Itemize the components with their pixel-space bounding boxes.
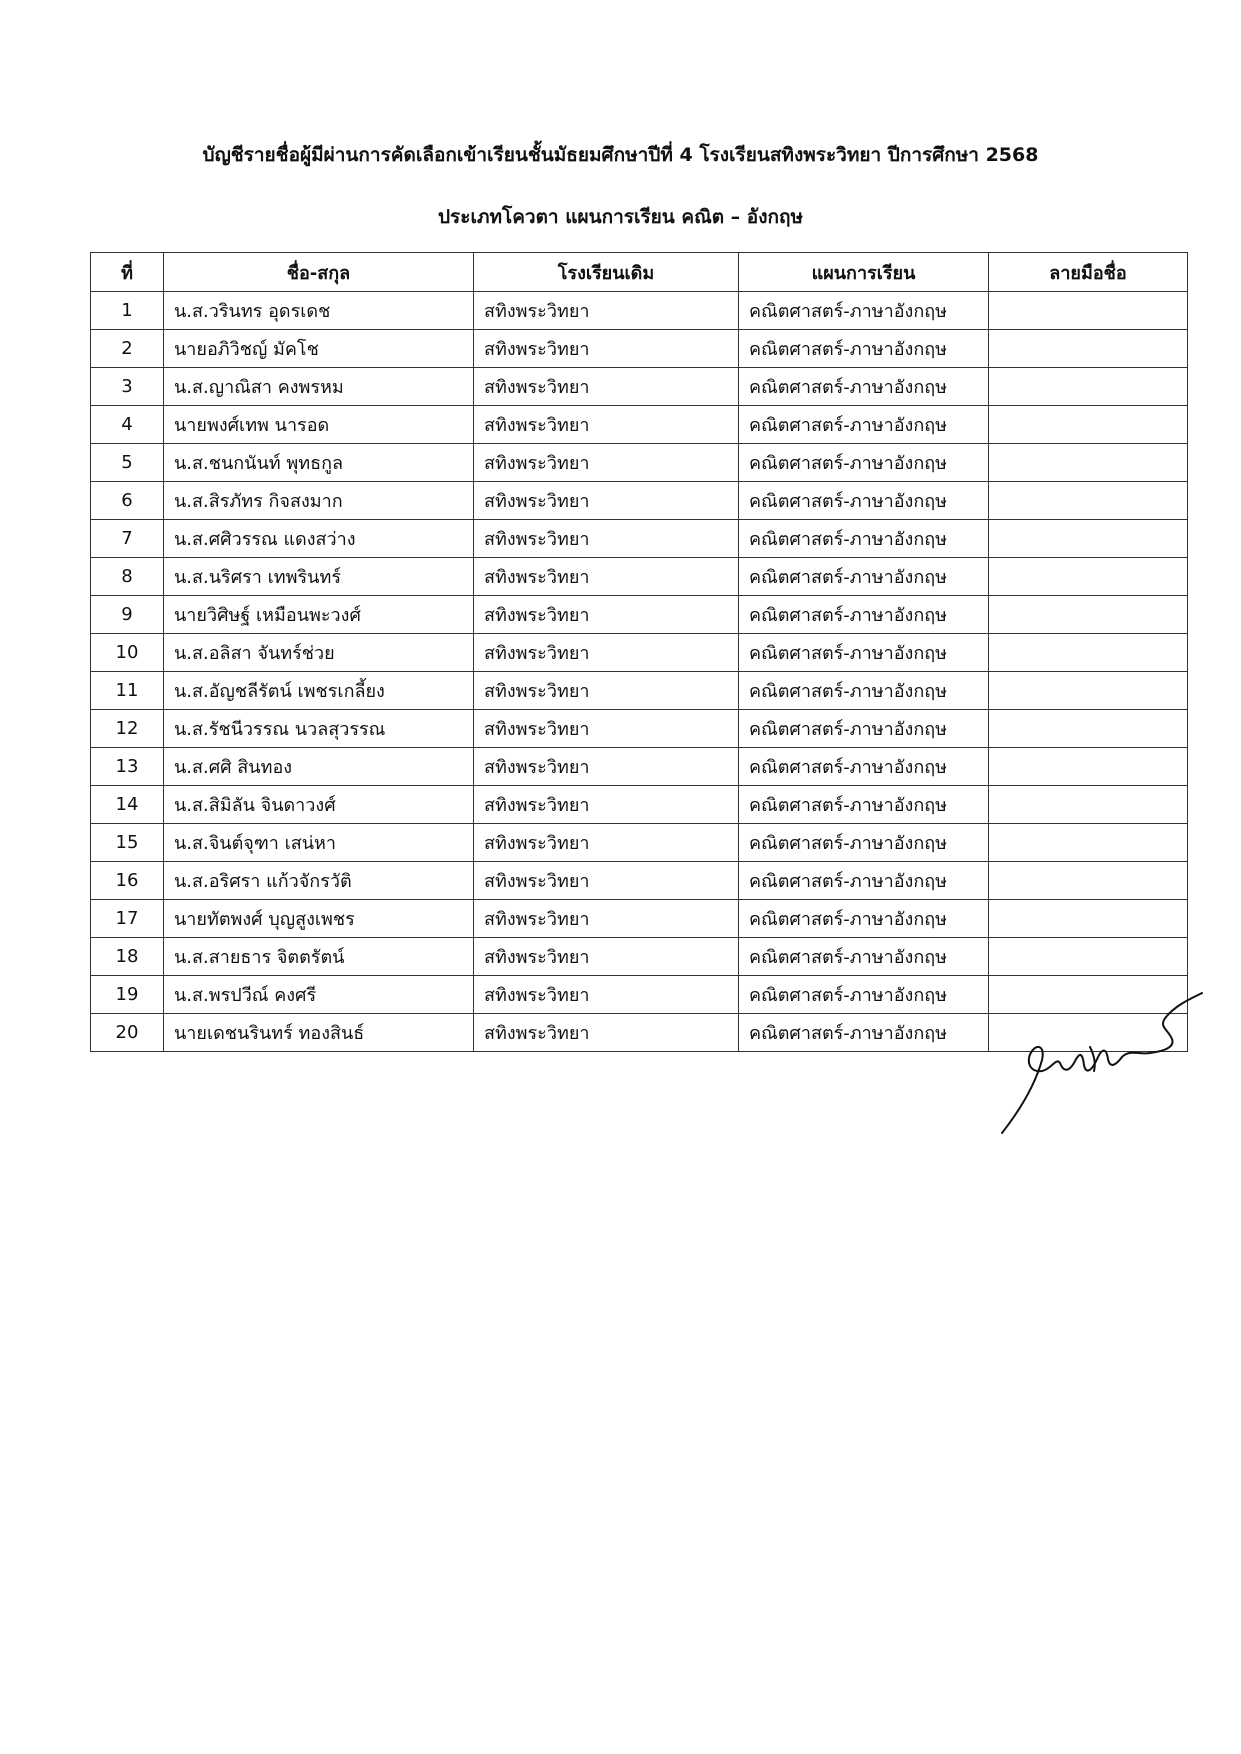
cell-no: 9 (91, 596, 164, 634)
cell-signature (989, 786, 1188, 824)
cell-no: 3 (91, 368, 164, 406)
cell-plan: คณิตศาสตร์-ภาษาอังกฤษ (739, 292, 989, 330)
cell-signature (989, 482, 1188, 520)
table-row (91, 444, 1188, 482)
table-row (91, 862, 1188, 900)
cell-name: น.ส.นริศรา เทพรินทร์ (164, 558, 474, 596)
cell-signature (989, 330, 1188, 368)
cell-signature (989, 672, 1188, 710)
table-row (91, 824, 1188, 862)
table-row (91, 368, 1188, 406)
cell-signature (989, 520, 1188, 558)
cell-name: นายอภิวิชญ์ มัคโช (164, 330, 474, 368)
cell-plan: คณิตศาสตร์-ภาษาอังกฤษ (739, 900, 989, 938)
cell-plan: คณิตศาสตร์-ภาษาอังกฤษ (739, 444, 989, 482)
table-row (91, 900, 1188, 938)
cell-signature (989, 938, 1188, 976)
cell-signature (989, 710, 1188, 748)
cell-name: นายเดชนรินทร์ ทองสินธ์ (164, 1014, 474, 1052)
cell-name: นายทัตพงศ์ บุญสูงเพชร (164, 900, 474, 938)
cell-plan: คณิตศาสตร์-ภาษาอังกฤษ (739, 938, 989, 976)
cell-signature (989, 862, 1188, 900)
header-school: โรงเรียนเดิม (474, 253, 739, 292)
cell-school: สทิงพระวิทยา (474, 748, 739, 786)
cell-name: น.ส.จินต์จุฑา เสน่หา (164, 824, 474, 862)
cell-no: 4 (91, 406, 164, 444)
cell-plan: คณิตศาสตร์-ภาษาอังกฤษ (739, 368, 989, 406)
cell-plan: คณิตศาสตร์-ภาษาอังกฤษ (739, 596, 989, 634)
cell-school: สทิงพระวิทยา (474, 444, 739, 482)
cell-plan: คณิตศาสตร์-ภาษาอังกฤษ (739, 634, 989, 672)
cell-plan: คณิตศาสตร์-ภาษาอังกฤษ (739, 748, 989, 786)
table-row (91, 938, 1188, 976)
cell-name: น.ส.สิรภัทร กิจสงมาก (164, 482, 474, 520)
cell-name: น.ส.วรินทร อุดรเดช (164, 292, 474, 330)
cell-school: สทิงพระวิทยา (474, 596, 739, 634)
cell-signature (989, 596, 1188, 634)
table-row (91, 558, 1188, 596)
cell-school: สทิงพระวิทยา (474, 710, 739, 748)
cell-name: น.ส.อริศรา แก้วจักรวัติ (164, 862, 474, 900)
student-list-table (90, 252, 1188, 1052)
cell-no: 12 (91, 710, 164, 748)
cell-plan: คณิตศาสตร์-ภาษาอังกฤษ (739, 406, 989, 444)
cell-signature (989, 900, 1188, 938)
cell-no: 6 (91, 482, 164, 520)
document-title: บัญชีรายชื่อผู้มีผ่านการคัดเลือกเข้าเรียนชั้นมัธยมศึกษาปีที่ 4 โรงเรียนสทิงพระวิทยา ปีการศึกษา 2568 (202, 144, 1039, 166)
table-header-row (91, 253, 1188, 292)
table-row (91, 786, 1188, 824)
cell-school: สทิงพระวิทยา (474, 938, 739, 976)
cell-school: สทิงพระวิทยา (474, 406, 739, 444)
cell-no: 10 (91, 634, 164, 672)
cell-plan: คณิตศาสตร์-ภาษาอังกฤษ (739, 482, 989, 520)
cell-school: สทิงพระวิทยา (474, 330, 739, 368)
cell-school: สทิงพระวิทยา (474, 786, 739, 824)
cell-no: 7 (91, 520, 164, 558)
table-row (91, 748, 1188, 786)
header-plan: แผนการเรียน (739, 253, 989, 292)
cell-no: 8 (91, 558, 164, 596)
table-row (91, 292, 1188, 330)
document-subtitle: ประเภทโควตา แผนการเรียน คณิต – อังกฤษ (437, 206, 804, 228)
cell-no: 5 (91, 444, 164, 482)
header-signature: ลายมือชื่อ (989, 253, 1188, 292)
cell-school: สทิงพระวิทยา (474, 824, 739, 862)
header-no: ที่ (91, 253, 164, 292)
cell-name: น.ส.ญาณิสา คงพรหม (164, 368, 474, 406)
cell-no: 15 (91, 824, 164, 862)
cell-no: 16 (91, 862, 164, 900)
cell-no: 13 (91, 748, 164, 786)
cell-name: น.ส.อัญชลีรัตน์ เพชรเกลี้ยง (164, 672, 474, 710)
cell-signature (989, 824, 1188, 862)
cell-plan: คณิตศาสตร์-ภาษาอังกฤษ (739, 672, 989, 710)
cell-name: น.ส.อลิสา จันทร์ช่วย (164, 634, 474, 672)
cell-plan: คณิตศาสตร์-ภาษาอังกฤษ (739, 1014, 989, 1052)
cell-signature (989, 444, 1188, 482)
table-body (91, 292, 1188, 1052)
cell-no: 18 (91, 938, 164, 976)
cell-plan: คณิตศาสตร์-ภาษาอังกฤษ (739, 824, 989, 862)
cell-plan: คณิตศาสตร์-ภาษาอังกฤษ (739, 558, 989, 596)
cell-school: สทิงพระวิทยา (474, 634, 739, 672)
cell-signature (989, 292, 1188, 330)
cell-plan: คณิตศาสตร์-ภาษาอังกฤษ (739, 976, 989, 1014)
cell-school: สทิงพระวิทยา (474, 976, 739, 1014)
cell-school: สทิงพระวิทยา (474, 862, 739, 900)
cell-no: 2 (91, 330, 164, 368)
cell-name: น.ส.พรปวีณ์ คงศรี (164, 976, 474, 1014)
cell-school: สทิงพระวิทยา (474, 482, 739, 520)
cell-name: นายวิศิษฐ์ เหมือนพะวงศ์ (164, 596, 474, 634)
cell-plan: คณิตศาสตร์-ภาษาอังกฤษ (739, 330, 989, 368)
table-row (91, 330, 1188, 368)
cell-signature (989, 634, 1188, 672)
cell-signature (989, 748, 1188, 786)
cell-school: สทิงพระวิทยา (474, 672, 739, 710)
cell-school: สทิงพระวิทยา (474, 558, 739, 596)
table-row (91, 672, 1188, 710)
cell-school: สทิงพระวิทยา (474, 292, 739, 330)
cell-name: น.ส.สิมิลัน จินดาวงศ์ (164, 786, 474, 824)
cell-school: สทิงพระวิทยา (474, 900, 739, 938)
cell-no: 20 (91, 1014, 164, 1052)
table-row (91, 634, 1188, 672)
cell-school: สทิงพระวิทยา (474, 520, 739, 558)
cell-plan: คณิตศาสตร์-ภาษาอังกฤษ (739, 786, 989, 824)
cell-no: 19 (91, 976, 164, 1014)
cell-no: 17 (91, 900, 164, 938)
cell-signature (989, 558, 1188, 596)
cell-name: น.ส.ศศิวรรณ แดงสว่าง (164, 520, 474, 558)
table-row (91, 406, 1188, 444)
cell-no: 1 (91, 292, 164, 330)
cell-no: 11 (91, 672, 164, 710)
cell-plan: คณิตศาสตร์-ภาษาอังกฤษ (739, 862, 989, 900)
cell-name: น.ส.ชนกนันท์ พุทธกูล (164, 444, 474, 482)
cell-plan: คณิตศาสตร์-ภาษาอังกฤษ (739, 710, 989, 748)
cell-school: สทิงพระวิทยา (474, 368, 739, 406)
table-row (91, 596, 1188, 634)
table-row (91, 710, 1188, 748)
cell-signature (989, 368, 1188, 406)
header-name: ชื่อ-สกุล (164, 253, 474, 292)
cell-name: นายพงศ์เทพ นารอด (164, 406, 474, 444)
cell-plan: คณิตศาสตร์-ภาษาอังกฤษ (739, 520, 989, 558)
cell-name: น.ส.สายธาร จิตตรัตน์ (164, 938, 474, 976)
table-row (91, 520, 1188, 558)
cell-signature (989, 406, 1188, 444)
cell-no: 14 (91, 786, 164, 824)
cell-school: สทิงพระวิทยา (474, 1014, 739, 1052)
cell-name: น.ส.รัชนีวรรณ นวลสุวรรณ (164, 710, 474, 748)
table-row (91, 482, 1188, 520)
handwritten-signature (990, 985, 1220, 1135)
cell-name: น.ส.ศศิ สินทอง (164, 748, 474, 786)
